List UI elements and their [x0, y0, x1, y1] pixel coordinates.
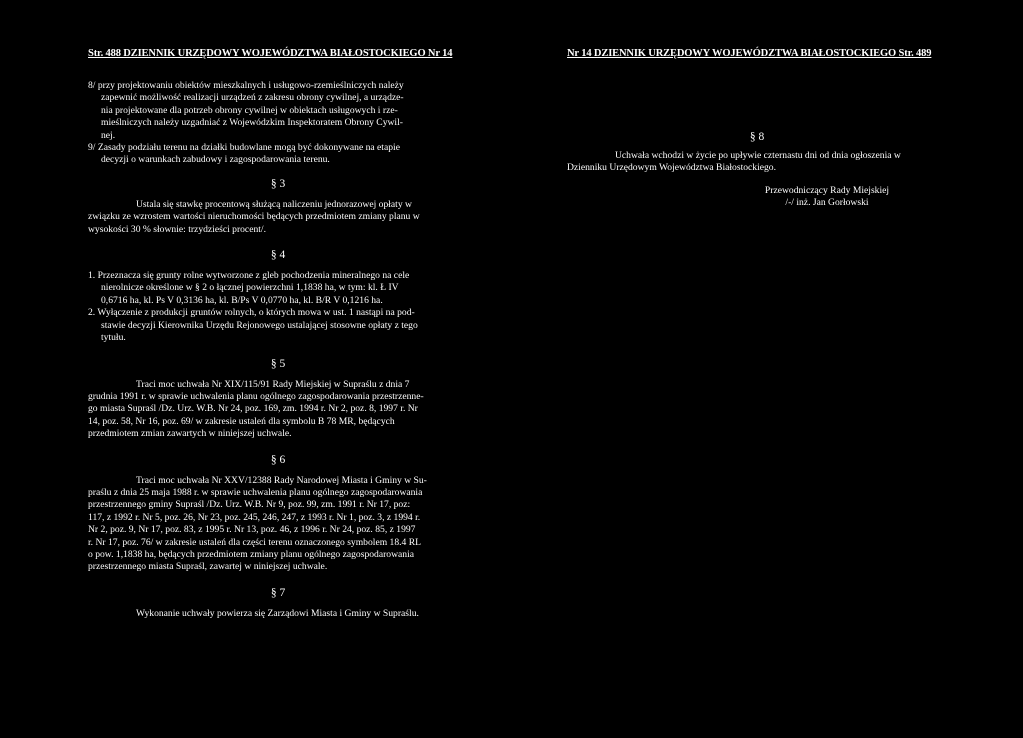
section-3-line: wysokości 30 % słownie: trzydzieści procent/.: [88, 223, 266, 235]
signature-title: Przewodniczący Rady Miejskiej: [764, 184, 890, 196]
section-3-line: Ustala się stawkę procentową służącą naliczeniu jednorazowej opłaty w: [136, 198, 412, 210]
item-8-line: mieślniczych należy uzgadniać z Wojewódzkim Inspektoratem Obrony Cywil-: [101, 117, 403, 129]
item-9: [88, 142, 468, 167]
item-9-line: 9/ Zasady podziału terenu na działki budowlane mogą być dokonywane na etapie: [88, 142, 400, 154]
item-8-line: 8/ przy projektowaniu obiektów mieszkalnych i usługowo-rzemieślniczych należy: [88, 80, 404, 91]
section-5-body: [88, 379, 468, 441]
section-5-line: przedmiotem zmian zawartych w niniejszej uchwale.: [88, 428, 292, 440]
page-header-right: Nr 14 DZIENNIK URZĘDOWY WOJEWÓDZTWA BIAŁOSTOCKIEGO Str. 489: [567, 48, 932, 59]
section-8-line: Uchwała wchodzi w życie po upływie czternastu dni od dnia ogłoszenia w: [615, 150, 901, 161]
section-4-line: 1. Przeznacza się grunty rolne wytworzone z gleb pochodzenia mineralnego na cele: [88, 270, 410, 282]
item-8-line: zapewnić możliwość realizacji urządzeń z zakresu obrony cywilnej, a urządze-: [101, 92, 404, 104]
page-header-left: Str. 488 DZIENNIK URZĘDOWY WOJEWÓDZTWA BIAŁOSTOCKIEGO Nr 14: [88, 48, 453, 59]
section-5-line: 14, poz. 58, Nr 16, poz. 69/ w zakresie ustaleń dla symbolu B 78 MR, będących: [88, 415, 395, 427]
item-8: [88, 80, 468, 142]
left-column: [88, 80, 468, 620]
section-6-body: [88, 475, 468, 574]
item-8-line: nia projektowane dla potrzeb obrony cywilnej w obiektach usługowych i rze-: [101, 104, 398, 116]
section-6-line: Nr 2, poz. 9, Nr 17, poz. 83, z 1995 r. Nr 13, poz. 46, z 1996 r. Nr 24, poz. 85, z 1997: [88, 524, 416, 536]
section-6-line: 117, z 1992 r. Nr 5, poz. 26, Nr 23, poz. 245, 246, 247, z 1993 r. Nr 1, poz. 3, z 1994 r.: [88, 511, 421, 523]
section-5-line: go miasta Supraśl /Dz. Urz. W.B. Nr 24, poz. 169, zm. 1994 r. Nr 2, poz. 8, 1997 r. Nr: [88, 403, 418, 415]
signature-name: /-/ inż. Jan Gorłowski: [785, 197, 869, 209]
section-5-title: § 5: [270, 357, 286, 370]
item-9-line: decyzji o warunkach zabudowy i zagospodarowania terenu.: [101, 154, 330, 166]
section-6-line: o pow. 1,1838 ha, będących przedmiotem zmiany planu ogólnego zagospodarowania: [88, 548, 414, 560]
signature-block: [707, 185, 947, 210]
right-column: [567, 80, 947, 210]
section-4-line: tytułu.: [101, 332, 126, 344]
section-5-line: Traci moc uchwała Nr XIX/115/91 Rady Miejskiej w Supraślu z dnia 7: [136, 378, 410, 390]
section-6-line: r. Nr 17, poz. 76/ w zakresie ustaleń dla części terenu oznaczonego symbolem 18.4 RL: [88, 536, 422, 548]
section-6-line: przestrzennego miasta Supraśl, zawartej w niniejszej uchwale.: [88, 561, 328, 573]
section-8-title: § 8: [749, 131, 765, 143]
section-6-line: Traci moc uchwała Nr XXV/12388 Rady Narodowej Miasta i Gminy w Su-: [136, 474, 427, 486]
section-3-line: związku ze wzrostem wartości nieruchomości będących przedmiotem zmiany planu w: [88, 211, 420, 223]
section-4-title: § 4: [270, 249, 286, 262]
section-4-line: nierolnicze określone w § 2 o łącznej powierzchni 1,1838 ha, w tym: kl. Ł IV: [101, 282, 399, 294]
section-3-body: [88, 199, 468, 236]
section-4-line: 2. Wyłączenie z produkcji gruntów rolnych, o których mowa w ust. 1 nastąpi na pod-: [88, 307, 415, 319]
section-3-title: § 3: [270, 177, 286, 190]
section-8-line: Dzienniku Urzędowym Województwa Białostockiego.: [567, 162, 776, 174]
item-8-line: nej.: [101, 129, 116, 141]
section-4-line: stawie decyzji Kierownika Urzędu Rejonowego ustalającej stosowne opłaty z tego: [101, 319, 418, 331]
section-8-body: [567, 150, 947, 175]
section-6-line: praślu z dnia 25 maja 1988 r. w sprawie uchwalenia planu ogólnego zagospodarowania: [88, 486, 423, 498]
section-6-title: § 6: [270, 453, 286, 466]
section-7-title: § 7: [270, 586, 286, 599]
section-7-line: Wykonanie uchwały powierza się Zarządowi Miasta i Gminy w Supraślu.: [136, 607, 419, 619]
section-6-line: przestrzennego gminy Supraśl /Dz. Urz. W.B. Nr 9, poz. 99, zm. 1991 r. Nr 17, poz:: [88, 499, 411, 511]
section-4-body: [88, 270, 468, 344]
section-5-line: grudnia 1991 r. w sprawie uchwalenia planu ogólnego zagospodarowania przestrzenne-: [88, 390, 424, 402]
section-4-line: 0,6716 ha, kl. Ps V 0,3136 ha, kl. B/Ps V 0,0770 ha, kl. B/R V 0,1216 ha.: [101, 294, 383, 306]
